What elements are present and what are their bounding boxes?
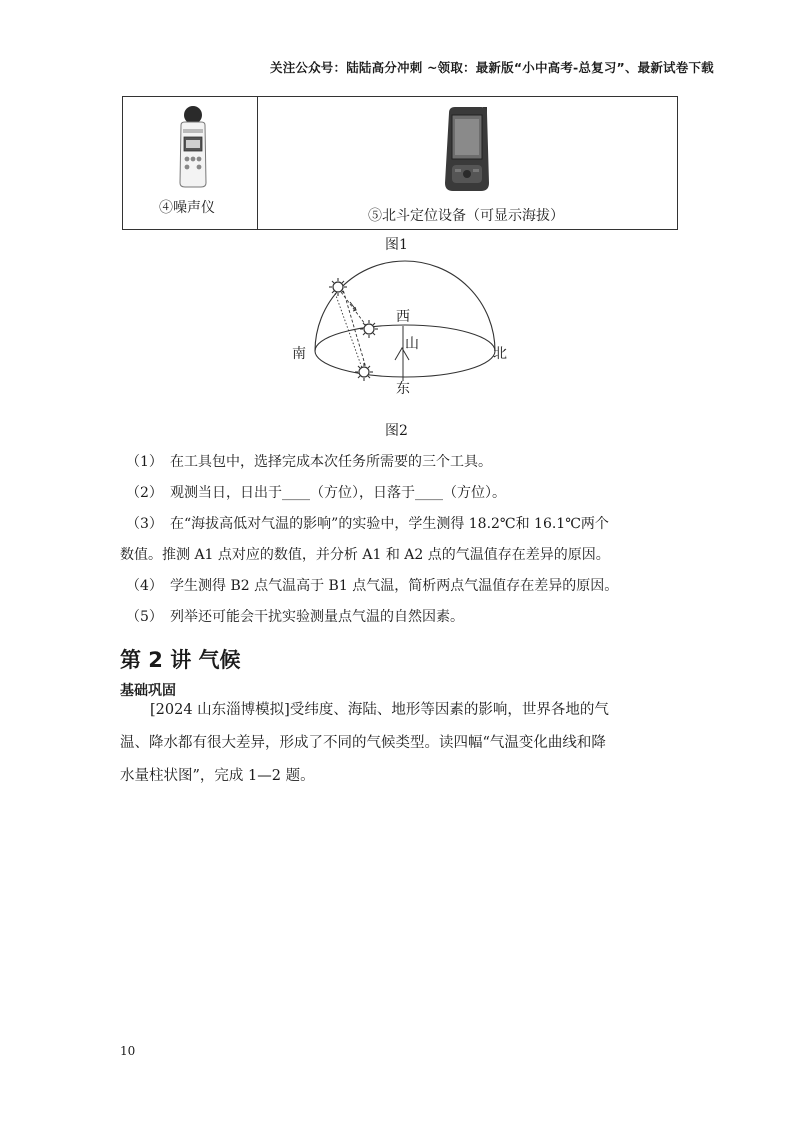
sun-icon-bottom bbox=[355, 363, 373, 381]
page-header: 关注公众号：陆陆高分冲刺 ~领取：最新版“小中高考-总复习”、最新试卷下载 bbox=[270, 60, 714, 75]
section-title: 基础巩固 bbox=[120, 683, 176, 699]
question-1: （1） 在工具包中，选择完成本次任务所需要的三个工具。 bbox=[126, 454, 492, 470]
paragraph-line-1: [2024 山东淄博模拟]受纬度、海陆、地形等因素的影响，世界各地的气 bbox=[150, 702, 609, 718]
figure1-table bbox=[122, 96, 678, 230]
figure2-title: 图2 bbox=[385, 423, 408, 439]
label-east: 东 bbox=[396, 381, 410, 397]
question-3-continued: 数值。推测 A1 点对应的数值，并分析 A1 和 A2 点的气温值存在差异的原因。 bbox=[120, 547, 610, 563]
figure1-right-caption: ⑤北斗定位设备（可显示海拔） bbox=[368, 208, 564, 224]
noise-meter-icon bbox=[173, 105, 213, 189]
paragraph-line-3: 水量柱状图”，完成 1—2 题。 bbox=[120, 768, 315, 784]
label-north: 北 bbox=[493, 346, 507, 362]
gps-device-icon bbox=[443, 103, 491, 195]
sun-path-diagram bbox=[290, 256, 520, 396]
question-4: （4） 学生测得 B2 点气温高于 B1 点气温，简析两点气温值存在差异的原因。 bbox=[126, 578, 619, 594]
label-west: 西 bbox=[396, 309, 410, 325]
question-3: （3） 在“海拔高低对气温的影响”的实验中，学生测得 18.2℃和 16.1℃两个 bbox=[126, 516, 609, 532]
label-south: 南 bbox=[292, 346, 306, 362]
label-mountain: 山 bbox=[405, 336, 419, 352]
page-number: 10 bbox=[120, 1044, 136, 1058]
table-divider bbox=[257, 97, 258, 229]
paragraph-line-2: 温、降水都有很大差异，形成了不同的气候类型。读四幅“气温变化曲线和降 bbox=[120, 735, 606, 751]
question-2: （2） 观测当日，日出于____（方位），日落于____（方位）。 bbox=[126, 485, 506, 501]
lecture-title: 第 2 讲 气候 bbox=[120, 648, 241, 672]
sun-icon-middle bbox=[360, 320, 378, 338]
question-5: （5） 列举还可能会干扰实验测量点气温的自然因素。 bbox=[126, 609, 464, 625]
figure1-left-caption: ④噪声仪 bbox=[159, 200, 215, 216]
figure1-title: 图1 bbox=[385, 237, 408, 253]
